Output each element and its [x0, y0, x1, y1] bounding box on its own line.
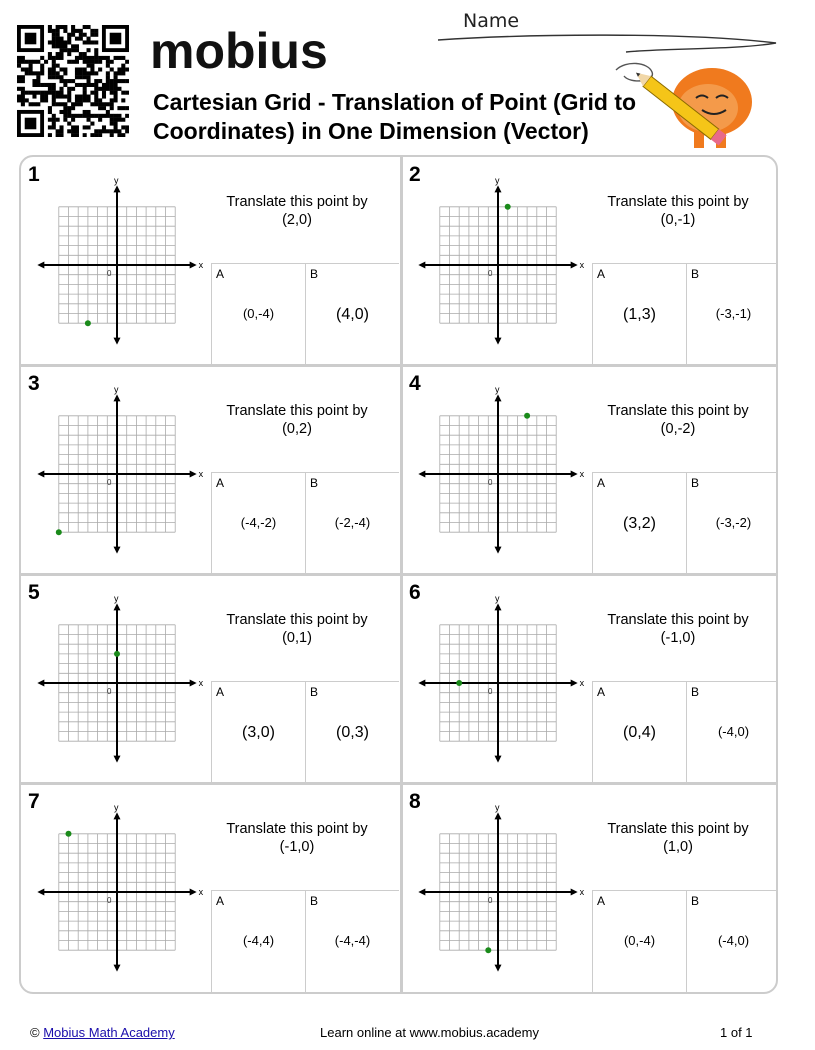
origin-label: 0 [107, 896, 112, 905]
arrow-icon [495, 603, 502, 610]
option-value: (3,0) [242, 724, 275, 741]
mobius-academy-link[interactable]: Mobius Math Academy [43, 1025, 175, 1040]
coordinate-grid [33, 595, 203, 765]
option-label: A [216, 894, 225, 908]
option-value: (-2,-4) [334, 515, 371, 530]
plotted-point [456, 680, 462, 686]
origin-label: 0 [488, 896, 493, 905]
answer-option-b[interactable] [686, 681, 778, 783]
question-prompt: Translate this point by (-1,0) [607, 612, 749, 646]
x-axis-label: x [198, 469, 203, 479]
arrow-icon [571, 471, 578, 478]
option-label: A [216, 476, 225, 490]
arrow-icon [495, 547, 502, 554]
y-axis-label: y [114, 386, 119, 395]
questions-grid [19, 155, 778, 994]
arrow-icon [418, 680, 425, 687]
arrow-icon [495, 812, 502, 819]
option-label: A [597, 894, 606, 908]
copyright-symbol: © [30, 1025, 40, 1040]
question-number: 7 [28, 790, 40, 813]
arrow-icon [114, 185, 121, 192]
question-1 [21, 157, 399, 365]
option-label: A [216, 267, 225, 281]
question-prompt: Translate this point by (-1,0) [226, 821, 368, 855]
option-label: B [691, 685, 700, 699]
arrow-icon [495, 338, 502, 345]
x-axis-label: x [579, 469, 584, 479]
arrow-icon [37, 680, 44, 687]
y-axis-label: y [495, 177, 500, 186]
option-value: (0,3) [336, 724, 369, 741]
origin-label: 0 [107, 687, 112, 696]
origin-label: 0 [107, 269, 112, 278]
option-label: A [597, 267, 606, 281]
name-line [436, 28, 781, 58]
arrow-icon [114, 547, 121, 554]
plotted-point [85, 320, 91, 326]
arrow-icon [571, 680, 578, 687]
option-label: A [597, 476, 606, 490]
answer-option-b[interactable] [686, 263, 778, 365]
y-axis-label: y [114, 804, 119, 813]
question-number: 6 [409, 581, 421, 604]
coordinate-grid [414, 177, 584, 347]
y-axis-label: y [114, 595, 119, 604]
option-label: B [310, 476, 319, 490]
coordinate-grid [33, 177, 203, 347]
option-label: B [310, 685, 319, 699]
footer-copyright [30, 1025, 175, 1040]
option-value: (-4,4) [242, 933, 275, 948]
question-prompt: Translate this point by (1,0) [607, 821, 749, 855]
x-axis-label: x [579, 678, 584, 688]
option-value: (0,4) [623, 724, 656, 741]
page-title: Cartesian Grid - Translation of Point (Grid to Coordinates) in One Dimension (Vector) [153, 89, 637, 144]
x-axis-label: x [579, 887, 584, 897]
question-number: 5 [28, 581, 40, 604]
arrow-icon [190, 680, 197, 687]
arrow-icon [418, 471, 425, 478]
option-value: (-4,0) [717, 933, 750, 948]
logo-text: mobius [150, 23, 328, 74]
arrow-icon [37, 262, 44, 269]
question-7 [21, 784, 399, 992]
plotted-point [66, 831, 72, 837]
answer-option-b[interactable] [305, 890, 399, 992]
origin-label: 0 [107, 478, 112, 487]
answer-option-b[interactable] [686, 472, 778, 574]
option-label: B [691, 894, 700, 908]
plotted-point [114, 651, 120, 657]
question-2 [402, 157, 778, 365]
qr-code [17, 25, 129, 137]
plotted-point [524, 413, 530, 419]
arrow-icon [114, 394, 121, 401]
arrow-icon [495, 394, 502, 401]
question-prompt: Translate this point by (0,2) [226, 403, 368, 437]
answer-option-b[interactable] [305, 681, 399, 783]
plotted-point [485, 947, 491, 953]
question-number: 1 [28, 163, 40, 186]
answer-option-b[interactable] [686, 890, 778, 992]
x-axis-label: x [579, 260, 584, 270]
question-prompt: Translate this point by (2,0) [226, 194, 368, 228]
option-label: A [216, 685, 225, 699]
question-number: 2 [409, 163, 421, 186]
mascot-illustration [612, 58, 762, 154]
coordinate-grid [414, 386, 584, 556]
x-axis-label: x [198, 678, 203, 688]
option-label: B [310, 894, 319, 908]
arrow-icon [114, 965, 121, 972]
option-value: (3,2) [623, 515, 656, 532]
y-axis-label: y [495, 595, 500, 604]
name-label: Name [463, 10, 520, 32]
arrow-icon [495, 185, 502, 192]
answer-option-a[interactable] [592, 472, 686, 574]
y-axis-label: y [495, 386, 500, 395]
question-number: 8 [409, 790, 421, 813]
option-value: (-4,0) [717, 724, 750, 739]
footer-page-number: 1 of 1 [720, 1025, 753, 1040]
mobius-logo [150, 22, 360, 74]
arrow-icon [571, 262, 578, 269]
answer-option-a[interactable] [211, 681, 305, 783]
answer-option-a[interactable] [592, 681, 686, 783]
option-value: (1,3) [623, 306, 656, 323]
question-6 [402, 575, 778, 783]
question-3 [21, 366, 399, 574]
coordinate-grid [414, 804, 584, 974]
question-5 [21, 575, 399, 783]
answer-option-b[interactable] [305, 472, 399, 574]
arrow-icon [418, 889, 425, 896]
option-label: A [597, 685, 606, 699]
origin-label: 0 [488, 269, 493, 278]
arrow-icon [114, 603, 121, 610]
plotted-point [56, 529, 62, 535]
option-value: (0,-4) [242, 306, 275, 321]
arrow-icon [114, 338, 121, 345]
answer-option-a[interactable] [211, 263, 305, 365]
option-value: (-4,-2) [240, 515, 277, 530]
option-value: (-3,-1) [715, 306, 752, 321]
arrow-icon [114, 812, 121, 819]
coordinate-grid [414, 595, 584, 765]
answer-option-b[interactable] [305, 263, 399, 365]
arrow-icon [418, 262, 425, 269]
y-axis-label: y [114, 177, 119, 186]
coordinate-grid [33, 386, 203, 556]
question-prompt: Translate this point by (0,1) [226, 612, 368, 646]
origin-label: 0 [488, 478, 493, 487]
arrow-icon [114, 756, 121, 763]
plotted-point [505, 204, 511, 210]
question-4 [402, 366, 778, 574]
answer-option-a[interactable] [211, 890, 305, 992]
question-prompt: Translate this point by (0,-2) [607, 403, 749, 437]
question-number: 4 [409, 372, 421, 395]
arrow-icon [37, 471, 44, 478]
arrow-icon [495, 965, 502, 972]
origin-label: 0 [488, 687, 493, 696]
answer-option-a[interactable] [592, 263, 686, 365]
x-axis-label: x [198, 887, 203, 897]
question-prompt: Translate this point by (0,-1) [607, 194, 749, 228]
option-label: B [310, 267, 319, 281]
option-label: B [691, 267, 700, 281]
x-axis-label: x [198, 260, 203, 270]
arrow-icon [190, 889, 197, 896]
question-number: 3 [28, 372, 40, 395]
question-8 [402, 784, 778, 992]
option-value: (4,0) [336, 306, 369, 323]
coordinate-grid [33, 804, 203, 974]
option-value: (0,-4) [623, 933, 656, 948]
option-label: B [691, 476, 700, 490]
option-value: (-3,-2) [715, 515, 752, 530]
arrow-icon [571, 889, 578, 896]
y-axis-label: y [495, 804, 500, 813]
arrow-icon [190, 262, 197, 269]
answer-option-a[interactable] [211, 472, 305, 574]
arrow-icon [37, 889, 44, 896]
footer-learn-online: Learn online at www.mobius.academy [320, 1025, 539, 1040]
arrow-icon [190, 471, 197, 478]
arrow-icon [495, 756, 502, 763]
answer-option-a[interactable] [592, 890, 686, 992]
option-value: (-4,-4) [334, 933, 371, 948]
